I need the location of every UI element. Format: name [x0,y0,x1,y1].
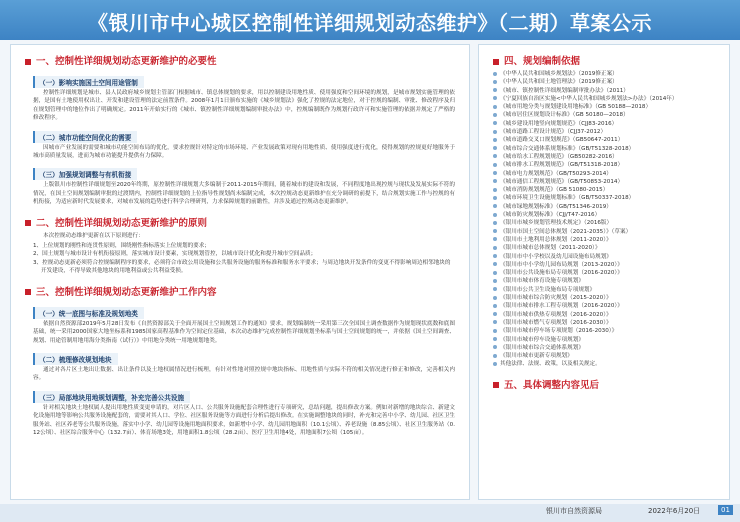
basis-list-item [493,203,719,211]
list-bullet-icon [493,279,497,283]
basis-list-item-text: 《银川市城市综合交通体系规划》 [500,344,584,351]
basis-list-item-text: 《城市电力规划规范》（GB/T50293-2014） [500,170,612,177]
subheading: （二）梳理修改规划地块 [33,353,118,365]
basis-list-item-text: 《银川市城市停车场专项规划（2016-2030）》 [500,328,618,335]
basis-list-item-text: 《城市给水工程规划规范》（GB50282-2016） [500,153,618,160]
section-heading-1 [25,53,469,67]
list-bullet-icon [493,138,497,142]
basis-list-item [493,286,719,294]
list-bullet-icon [493,287,497,291]
basis-list-item [493,327,719,335]
list-bullet-icon [493,237,497,241]
basis-list-item-text: 《城市通信工程规划规范》（GB/T50853-2014） [500,178,624,185]
principle-item: 2、国土规划与城市设计有机衔接原则，落实城市设计要素，实现规划管控，以城市设计优化和提升城市空间品质； [33,251,317,258]
basis-list-item-text: 《银川市土地利用总体规划（2011-2020）》 [500,236,612,243]
list-bullet-icon [493,96,497,100]
section-heading-1-text: 一、控制性详细规划动态更新维护的必要性 [36,56,217,67]
principle-item: 3、控规动态更新必须符合控规编制程序的要求，必须符合市政公用设施和公共服务设施的服务标准和服务水平要求；与周边地块开发条件的变更不得影响周边相邻地块的开发建设，不得导致其他地块的用地利益或公共利益受损。 [33,259,451,275]
list-bullet-icon [493,362,497,366]
basis-list-item [493,302,719,310]
footer-organization: 银川市自然资源局 [546,507,602,515]
basis-list-item [493,136,719,144]
basis-list-item [493,120,719,128]
section-heading-3 [25,284,469,298]
paragraph: 因城市产业发展的需要和城市功能空间布局的优化，要求控规针对特定的市场环境、产业发展政策对现有用地性质、使用强度进行优化，使得规划的控规更好地服务于城市高质量发展，进而为城市功能提升提供有力保障。 [33,144,455,160]
basis-list-item-text: 《银川市城市更新专项规划》 [500,353,573,360]
basis-list-item [493,211,719,219]
subheading: （一）影响实施国土空间用途管制 [33,76,144,88]
heading-bullet-icon [25,220,31,226]
paragraph: 上版银川市控制性详细规划至2020年终期，原控制性详细规划大多编制于2011-2015年期间，随着城市的建设和发展，不同程度地出现控规与现状及发展实际不符的情况，在国土空间规划编制审批的过渡期内，控制性详细规划的上位指导性规划尚未编制完成，本次控规动态更新维护在充分调研的前提下，结合规划实施工作与控规的有机衔接，为适应新时代发展要求，对城市发展的趋势进行科学合理研判，力求保障规划的前瞻性，并涉及通过控规动态更新维护。 [33,182,455,206]
basis-list-item [493,236,719,244]
list-bullet-icon [493,329,497,333]
section-heading-4 [493,53,729,67]
list-bullet-icon [493,337,497,341]
basis-list-item-text: 《城市道路工程设计规范》（CJJ37-2012） [500,129,607,136]
basis-list-item-text: 《城市绿地规划标准》（GB/T51346-2019） [500,203,612,210]
list-bullet-icon [493,312,497,316]
basis-list-item [493,145,719,153]
basis-list-item-text: 《城市综合交通体系规划标准》（GB/T51328-2018） [500,145,635,152]
basis-list-item [493,277,719,285]
basis-list-item [493,103,719,111]
basis-list-item [493,87,719,95]
basis-list-item-text: 《银川市城乡规划管理技术规定》（2016版） [500,220,613,227]
basis-list-item-text: 其他法律、法规、政策，以及相关规定。 [500,361,601,368]
paragraph: 针对相关地块土地权属人提出用地性质变更申请的，对片区人口、公共服务设施配套合理性进行专项研究，总结问题，提出修改方案。例如对新增的地块综合、新建文化设施用地等影响公共服务设施配套的，需要对其人口、学位、社区服务设施等方面进行分析后提出修改。在实施调整地块的同时，补充和完善中小学、幼儿园、社区卫生服务站、社区养老等公共服务设施，落实中小学、幼儿园等设施用地面积要求，如新增中小学、幼儿园用地面积（10.1公顷）、养老设施（8.85公顷）、社区卫生服务站（0.12公顷）、社区综合服务中心（132.7亩）、体育场地3处，用地面积1.8公顷（28.2亩）、医疗卫生用地4处，用地面积7公顷（105亩）。 [33,404,455,436]
list-bullet-icon [493,296,497,300]
basis-list-item-text: 《城市、镇控制性详细规划编制审批办法》（2011） [500,87,629,94]
basis-list-item [493,352,719,360]
subheading: （一）统一底图与标准及规划地类 [33,307,144,319]
footer-date: 2022年6月20日 [648,507,701,515]
left-panel [10,44,470,500]
right-panel [478,44,730,500]
basis-list-item-text: 《银川市城市体育设施专项规划》 [500,278,584,285]
basis-list-item [493,269,719,277]
list-bullet-icon [493,171,497,175]
footer-bar [0,504,740,522]
list-bullet-icon [493,130,497,134]
basis-list-item-text: 《城市居住区规划设计标准》（GB 50180—2018） [500,112,629,119]
heading-bullet-icon [25,289,31,295]
list-bullet-icon [493,320,497,324]
basis-list-item [493,336,719,344]
basis-list-item [493,186,719,194]
basis-list-item [493,95,719,103]
page-number: 01 [718,505,733,515]
basis-list-item-text: 《银川市国土空间总体规划（2021-2035）》（草案） [500,228,632,235]
basis-list-item-text: 《银川市城市燃气专项规划（2016-2030）》 [500,319,612,326]
list-bullet-icon [493,188,497,192]
list-bullet-icon [493,80,497,84]
list-bullet-icon [493,88,497,92]
principle-item: 1、上位规划的刚性和连贯性原则，围绕刚性指标落实上位规划的要求； [33,243,210,250]
basis-list-item-text: 《银川市城市综合防灾规划（2015-2020）》 [500,295,612,302]
basis-list-item-text: 《银川市公共卫生设施布局专项规划》 [500,286,596,293]
basis-list-item [493,219,719,227]
basis-list-item-text: 《城市环境卫生设施规划标准》（GB/T50337-2018） [500,195,635,202]
basis-list-item [493,178,719,186]
list-bullet-icon [493,204,497,208]
list-bullet-icon [493,254,497,258]
paragraph: 通过对各片区土地出让数据、出让条件以及土地权属情况进行梳理，有针对性地对照控规中地块指标、用地性质与实际不符的相关情况进行修正和修改，完善相关内容。 [33,366,455,382]
basis-list-item-text: 《银川市城市停车设施专项规划》 [500,336,584,343]
list-bullet-icon [493,213,497,217]
list-bullet-icon [493,221,497,225]
basis-list-item-text: 《银川市城市总体规划（2011-2020）》 [500,245,601,252]
basis-list-item-text: 《银川市城市供热专项规划（2016-2020）》 [500,311,612,318]
basis-list-item-text: 《银川市中小学幼儿园布局规划（2013-2020）》 [500,261,623,268]
list-bullet-icon [493,229,497,233]
list-bullet-icon [493,163,497,167]
basis-list-item [493,253,719,261]
paragraph: 依据自然资源部2019年5月28日发布《自然资源部关于全面开展国土空间规划工作的通知》要求，规划编制统一采用第三次全国国土调查数据作为规划现状底数和底图基础，统一采用2000国家大地坐标系和1985国家高程基准作为空间定位基础，本次动态维护完成控制性详细规划坐标系与国土空间规划的统一，并依据《国土空间调查、规划、用途管制用地用海分类指南（试行）》中用地分类统一用地规划地类。 [33,320,455,344]
section-heading-5 [493,377,729,391]
heading-bullet-icon [25,59,31,65]
basis-list-item-text: 《银川市公共设施布局专项规划（2016-2020）》 [500,270,623,277]
basis-list-item-text: 《城市道路交叉口规划规范》（GB50647-2011） [500,137,624,144]
basis-list-item-text: 《城市消防规划规范》（GB 51080-2015） [500,187,609,194]
basis-list-item-text: 《城市防灾规划标准》（CJJ/T47-2016） [500,212,601,219]
basis-list-item [493,344,719,352]
list-bullet-icon [493,262,497,266]
basis-list-item-text: 《城乡建设用地竖向规划规范》（CJJ83-2016） [500,120,618,127]
section-heading-3-text: 三、控制性详细规划动态更新维护工作内容 [36,286,217,298]
basis-list-item-text: 《宁夏回族自治区实施<中华人民共和国城乡规划法>办法》（2014年） [500,95,678,102]
list-bullet-icon [493,72,497,76]
heading-bullet-icon [493,59,499,65]
basis-list-item [493,194,719,202]
list-bullet-icon [493,304,497,308]
page-title: 《银川市中心城区控制性详细规划动态维护》（二期）草案公示 [88,11,652,35]
basis-list-item [493,170,719,178]
list-bullet-icon [493,179,497,183]
basis-list-item-text: 《城市用地分类与规划建设用地标准》（GB 50188—2018） [500,104,652,111]
subheading: （三）局部地块用地规划调整，补充完善公共设施 [33,391,190,403]
list-bullet-icon [493,105,497,109]
section-heading-4-text: 四、规划编制依据 [504,56,581,67]
paragraph: 本次控规动态维护更新在以下原则进行： [43,232,144,239]
basis-list-item [493,78,719,86]
section-heading-5-text: 五、具体调整内容见后 [504,379,600,391]
heading-bullet-icon [493,382,499,388]
basis-list-item [493,319,719,327]
basis-list-item-text: 《中华人民共和国城乡规划法》（2019修正案） [500,71,618,77]
basis-list-item-text: 《银川市中小学校以及幼儿园设施布局规划》 [500,253,612,260]
list-bullet-icon [493,271,497,275]
basis-list-item [493,128,719,136]
list-bullet-icon [493,354,497,358]
list-bullet-icon [493,154,497,158]
basis-list-item [493,111,719,119]
list-bullet-icon [493,121,497,125]
section-heading-2 [25,215,469,229]
basis-list-item-text: 《银川市城市排水工程专项规划（2016-2020）》 [500,303,623,310]
basis-list-item [493,228,719,236]
basis-list-item [493,311,719,319]
list-bullet-icon [493,113,497,117]
list-bullet-icon [493,146,497,150]
basis-list-item [493,261,719,269]
subheading: （三）加强规划调整与有机衔接 [33,168,137,180]
paragraph: 控制性详细规划是城市、县人民政府城乡规划主管部门根据城市、镇总体规划的要求，用以控制建设用地性质、使用强度和空间环境的规划，是城市规划实施管理的依据，是国有土地使用权出让、开发和建设管理的法定前置条件。2008年1月1日颁布实施的《城乡规划法》强化了控规的法定地位，对于控规的编制、审批、修改程序及归在规划管理中的地位作出了明确规定。2011年开始实行的《城市、镇控制性详细规划编制审批办法》中，控规编制既作为规划行政许可和实施管理的依据并规定了严格的修改程序。 [33,90,455,122]
basis-list-item-text: 《城市排水工程规划规范》（GB/T51318-2018） [500,162,624,169]
basis-list [479,70,729,369]
subheading: （二）城市功能空间优化的需要 [33,131,137,143]
list-bullet-icon [493,246,497,250]
section-heading-2-text: 二、控制性详细规划动态更新维护的原则 [36,217,208,229]
list-bullet-icon [493,345,497,349]
list-bullet-icon [493,196,497,200]
basis-list-item [493,153,719,161]
basis-list-item-text: 《中华人民共和国土地管理法》（2019修正案） [500,79,618,86]
basis-list-item [493,161,719,169]
basis-list-item [493,294,719,302]
basis-list-item [493,360,719,368]
basis-list-item [493,244,719,252]
basis-list-item [493,70,719,78]
